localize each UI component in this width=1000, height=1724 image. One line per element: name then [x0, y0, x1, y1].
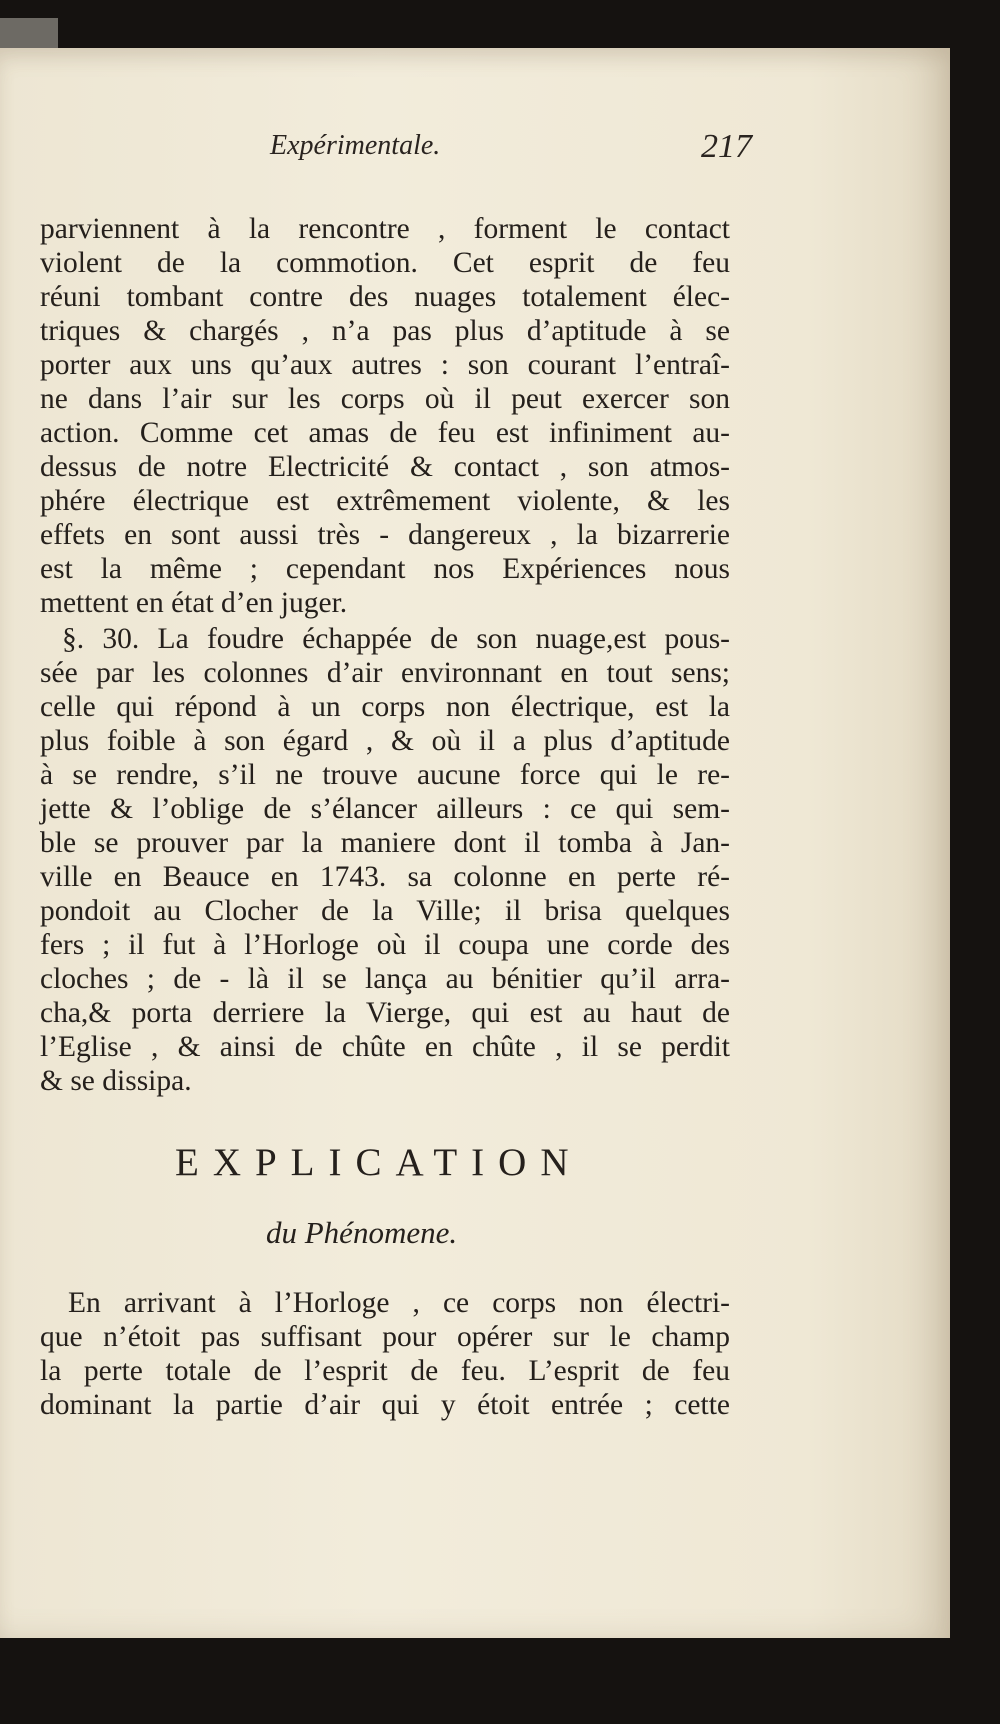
text-line: triques & chargés , n’a pas plus d’aptitude à se [40, 315, 730, 347]
text-line: celle qui répond à un corps non électrique, est la [40, 691, 730, 723]
text-line: jette & l’oblige de s’élancer ailleurs : ce qui sem- [40, 793, 730, 825]
text-line: En arrivant à l’Horloge , ce corps non électri- [68, 1287, 730, 1319]
text-line: à se rendre, s’il ne trouve aucune force qui le re- [40, 759, 730, 791]
text-line: est la même ; cependant nos Expériences nous [40, 553, 730, 585]
book-spine-edge [0, 18, 58, 48]
text-line: dominant la partie d’air qui y étoit entrée ; cette [40, 1389, 730, 1421]
page-header [40, 128, 752, 178]
text-line: ne dans l’air sur les corps où il peut exercer son [40, 383, 730, 415]
text-line: porter aux uns qu’aux autres : son courant l’entraî- [40, 349, 730, 381]
section-subheading: du Phénomene. [266, 1215, 458, 1250]
text-line: l’Eglise , & ainsi de chûte en chûte , il se perdit [40, 1031, 730, 1063]
text-line: violent de la commotion. Cet esprit de feu [40, 247, 730, 279]
text-line: fers ; il fut à l’Horloge où il coupa une corde des [40, 929, 730, 961]
running-title: Expérimentale. [270, 130, 441, 161]
text-line: action. Comme cet amas de feu est infiniment au- [40, 417, 730, 449]
text-line: phére électrique est extrêmement violente, & les [40, 485, 730, 517]
text-line: effets en sont aussi très - dangereux , la bizarrerie [40, 519, 730, 551]
text-line: plus foible à son égard , & où il a plus d’aptitude [40, 725, 730, 757]
text-line: ble se prouver par la maniere dont il tomba à Jan- [40, 827, 730, 859]
text-line: mettent en état d’en juger. [40, 587, 348, 619]
text-line: cha,& porta derriere la Vierge, qui est au haut de [40, 997, 730, 1029]
text-line: cloches ; de - là il se lança au bénitier qu’il arra- [40, 963, 730, 995]
text-line: §. 30. La foudre échappée de son nuage,est pous- [62, 623, 730, 655]
page-number: 217 [701, 128, 752, 165]
text-line: que n’étoit pas suffisant pour opérer sur le champ [40, 1321, 730, 1353]
text-line: ville en Beauce en 1743. sa colonne en perte ré- [40, 861, 730, 893]
text-line: la perte totale de l’esprit de feu. L’esprit de feu [40, 1355, 730, 1387]
section-heading: EXPLICATION [175, 1141, 583, 1184]
text-line: & se dissipa. [40, 1065, 192, 1097]
text-line: parviennent à la rencontre , forment le contact [40, 213, 730, 245]
text-line: pondoit au Clocher de la Ville; il brisa quelques [40, 895, 730, 927]
text-line: dessus de notre Electricité & contact , son atmos- [40, 451, 730, 483]
text-line: sée par les colonnes d’air environnant en tout sens; [40, 657, 730, 689]
text-line: réuni tombant contre des nuages totalement élec- [40, 281, 730, 313]
